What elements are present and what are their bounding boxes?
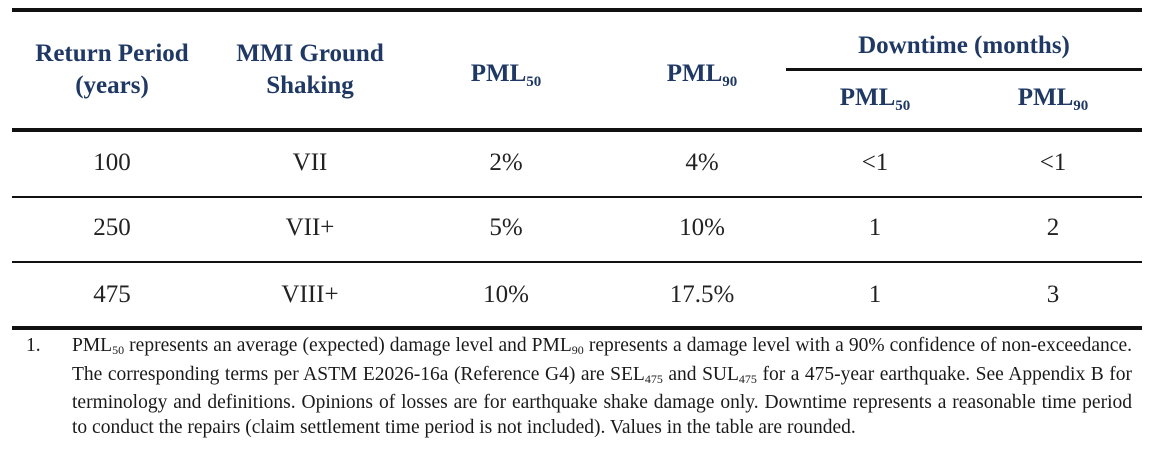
header-return-period [12, 38, 212, 102]
row-divider [12, 196, 1142, 198]
header-mmi-line2: Shaking [266, 72, 354, 99]
cell-downtime-pml90: <1 [1039, 149, 1067, 176]
footnote-part: represents an average (expected) damage level and PML [124, 335, 572, 356]
table-bottom-rule [12, 326, 1142, 330]
cell-downtime-pml50: 1 [868, 281, 882, 308]
footnote-subscript: 475 [738, 371, 757, 386]
header-pml90-sub: 90 [722, 74, 738, 90]
cell-pml90: 17.5% [669, 281, 735, 308]
cell-pml90: 10% [679, 214, 725, 241]
cell-downtime-pml50: <1 [861, 149, 889, 176]
footnote-subscript: 90 [571, 343, 584, 357]
cell-pml50: 5% [489, 214, 523, 241]
footnote-part: represents a damage level with a 90% confidence of non-exceedance. The corresponding terms per ASTM E2026-16a (Reference G4) are SEL [72, 335, 1132, 385]
cell-pml90: 4% [685, 149, 719, 176]
header-downtime-pml50 [786, 82, 964, 122]
header-bottom-rule [12, 128, 1142, 132]
footnote-number: 1. [26, 335, 41, 356]
cell-downtime-pml50: 1 [868, 214, 882, 241]
header-pml50-base: PML [470, 60, 527, 87]
header-mmi [212, 38, 408, 102]
cell-mmi: VII+ [285, 214, 335, 241]
footnote-subscript: 50 [112, 343, 125, 357]
cell-pml50: 2% [489, 149, 523, 176]
header-pml50 [408, 58, 604, 98]
cell-return-period: 100 [93, 149, 131, 176]
footnote-text [72, 334, 1132, 440]
header-downtime-pml90-sub: 90 [1073, 98, 1089, 114]
header-mmi-line1: MMI Ground [236, 40, 384, 67]
header-downtime-pml50-sub: 50 [895, 98, 911, 114]
header-pml50-sub: 50 [526, 74, 542, 90]
cell-mmi: VII [292, 149, 328, 176]
cell-return-period: 475 [93, 281, 131, 308]
cell-downtime-pml90: 2 [1046, 214, 1060, 241]
footnote-part: PML [72, 335, 113, 356]
cell-downtime-pml90: 3 [1046, 281, 1060, 308]
table-top-rule [12, 8, 1142, 12]
cell-mmi: VIII+ [281, 281, 339, 308]
footnote-part: and SUL [662, 363, 739, 385]
cell-return-period: 250 [93, 214, 131, 241]
header-return-period-line1: Return Period [35, 40, 189, 67]
header-downtime-pml90 [964, 82, 1142, 122]
downtime-group-rule [786, 68, 1142, 71]
footnote-subscript: 475 [644, 371, 663, 386]
header-pml90-base: PML [666, 60, 723, 87]
footnote-part: for a 475-year earthquake. See Appendix B for terminology and definitions. Opinions of losses are for earthquake shake damage only. Downtime represents a reasonable time period to conduct the repairs (claim settlement time period is not included). Values in the table are rounded. [72, 363, 1132, 438]
header-downtime-pml50-base: PML [839, 84, 896, 111]
header-downtime-pml90-base: PML [1017, 84, 1074, 111]
header-downtime-group: Downtime (months) [858, 32, 1070, 59]
header-pml90 [604, 58, 800, 98]
row-divider [12, 261, 1142, 263]
cell-pml50: 10% [483, 281, 529, 308]
header-return-period-line2: (years) [75, 72, 149, 99]
